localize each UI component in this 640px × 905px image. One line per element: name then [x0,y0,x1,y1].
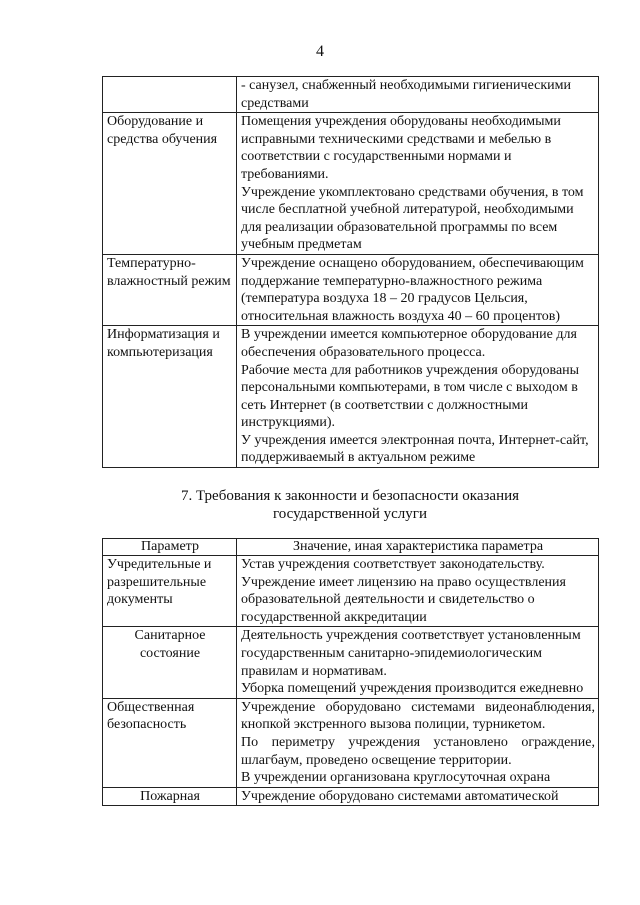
value-line: Уборка помещений учреждения производится ежедневно [241,681,584,697]
value-line: Учреждение имеет лицензию на право осуществления образовательной деятельности и свидетельство о государственной аккредитации [241,574,566,625]
value-line: Учреждение оснащено оборудованием, обеспечивающим поддержание температурно-влажностного режима (температура воздуха 18 – 20 градусов Цельсия, относительная влажность воздуха 40 – 60 процентов) [241,255,584,324]
table-row [103,326,599,468]
value-cell [237,698,599,787]
section-title [102,487,598,523]
param-cell: Санитарное состояние [103,627,237,698]
param-cell: Оборудование и средства обучения [103,113,237,255]
value-cell [237,113,599,255]
requirements-table-continued [102,76,599,468]
value-cell [237,254,599,325]
table-row [103,254,599,325]
value-line: У учреждения имеется электронная почта, Интернет-сайт, поддерживаемый в актуальном режиме [241,432,589,466]
param-cell [103,77,237,113]
value-cell [237,326,599,468]
value-line: Устав учреждения соответствует законодательству. [241,557,545,572]
table-row [103,113,599,255]
param-cell: Общественная безопасность [103,698,237,787]
param-cell: Пожарная [103,787,237,806]
param-cell: Информатизация и компьютеризация [103,326,237,468]
section-title-line: 7. Требования к законности и безопасности оказания [180,488,520,504]
column-header-param: Параметр [103,539,237,556]
value-line: Учреждение оборудовано системами автоматической [241,788,559,804]
value-line: Рабочие места для работников учреждения оборудованы персональными компьютерами, в том числе с выходом в сеть Интернет (в соответствии с должностными инструкциями). [241,362,580,431]
value-line: Деятельность учреждения соответствует установленным государственным санитарно-эпидемиологическим правилам и нормативам. [241,628,581,679]
table-row [103,787,599,806]
column-header-value: Значение, иная характеристика параметра [237,539,599,556]
table-row [103,698,599,787]
page-number: 4 [316,43,324,60]
legality-safety-table [102,538,599,806]
value-cell [237,627,599,698]
value-line: Помещения учреждения оборудованы необходимыми исправными техническими средствами и мебелью в соответствии с государственными нормами и требованиями. [241,114,561,182]
table-row [103,556,599,627]
value-line: По периметру учреждения установлено ограждение, шлагбаум, проведено освещение территории. [241,734,595,768]
value-line: Учреждение оборудовано системами видеонаблюдения, кнопкой экстренного вызова полиции, турникетом. [241,699,595,733]
table-row [103,77,599,113]
value-cell [237,77,599,113]
table-header-row [103,539,599,556]
param-cell: Температурно-влажностный режим [103,254,237,325]
value-line: - санузел, снабженный необходимыми гигиеническими средствами [241,78,571,111]
value-cell [237,787,599,806]
section-title-line: государственной услуги [273,506,427,522]
value-line: В учреждении организована круглосуточная охрана [241,770,551,786]
table-row [103,627,599,698]
param-cell: Учредительные и разрешительные документы [103,556,237,627]
value-cell [237,556,599,627]
value-line: В учреждении имеется компьютерное оборудование для обеспечения образовательного процесса. [241,327,577,360]
value-line: Учреждение укомплектовано средствами обучения, в том числе бесплатной учебной литературой, необходимыми для реализации образовательной программы по всем учебным предметам [241,184,584,253]
